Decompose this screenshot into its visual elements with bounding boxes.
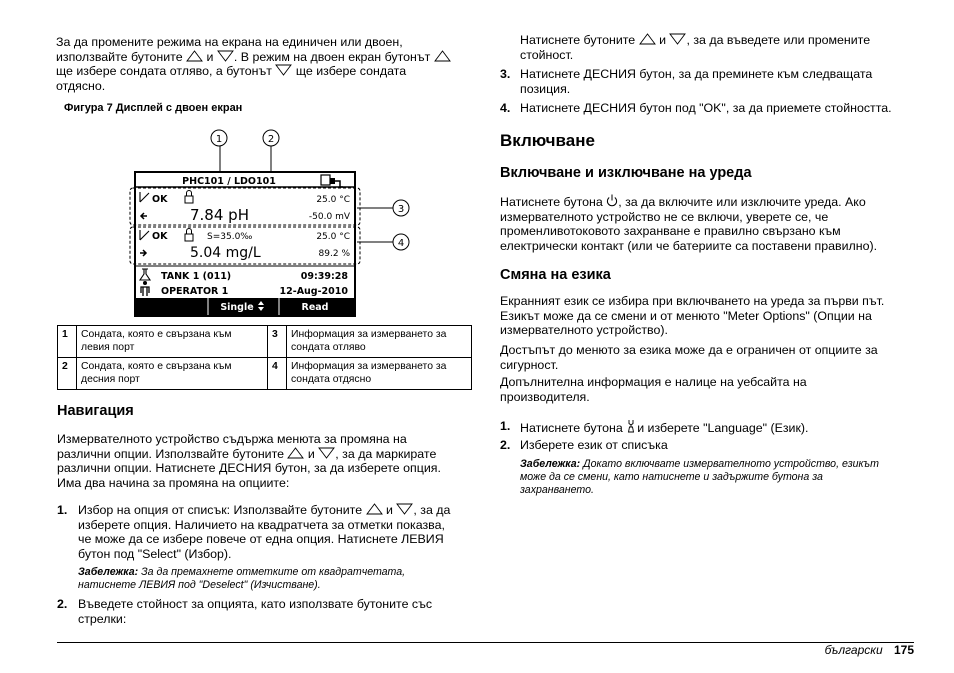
note-language: Забележка: Докато включвате измервателното устройство, езикът може да се смени, като натиснете и задържите бутона за захранването. — [520, 458, 879, 496]
dual-display-figure — [125, 124, 421, 318]
down-arrow-icon — [318, 447, 335, 459]
language-step-1: 1. Натиснете бутона и изберете "Language" (Език). — [500, 419, 809, 435]
legend-text: Сондата, която е свързана към десния порт — [77, 358, 268, 390]
power-on-heading: Включване — [500, 131, 595, 150]
down-arrow-icon — [396, 503, 413, 515]
row2-pct: 89.2 % — [318, 249, 350, 259]
intro-paragraph: За да промените режима на екрана на единичен или двоен, използвайте бутоните и . В режим на двоен екран бутонът ще избере сондата отляво, а бутонът ще избере сондата отдясно. — [56, 35, 476, 93]
date-label: 12-Aug-2010 — [279, 286, 348, 297]
softkey-single: Single — [220, 302, 254, 313]
language-step-2: 2. Изберете език от списъка — [500, 438, 668, 452]
legend-text: Сондата, която е свързана към левия порт — [77, 326, 268, 358]
legend-text: Информация за измерването за сондата отляво — [287, 326, 472, 358]
legend-num: 2 — [58, 358, 77, 390]
navigation-paragraph: Измервателното устройство съдържа менюта за промяна на различни опции. Използвайте бутоните и , за да маркирате различни опции. Натиснете ДЕСНИЯ бутон, за да изберете опция. Има два начина за промяна на опциите: — [57, 432, 441, 490]
row1-status: OK — [152, 194, 168, 205]
row1-temp: 25.0 °C — [316, 195, 350, 205]
tank-label: TANK 1 (011) — [161, 271, 232, 282]
callout-2-label: 2 — [267, 134, 275, 145]
note-deselect: Забележка: За да премахнете отметките от квадратчетата, натиснете ЛЕВИЯ под "Deselect" (Изчистване). — [78, 566, 406, 591]
figure-caption: Фигура 7 Дисплей с двоен екран — [64, 102, 243, 114]
legend-num: 3 — [268, 326, 287, 358]
row2-status: OK — [152, 231, 168, 242]
up-arrow-icon — [366, 503, 383, 515]
language-heading: Смяна на езика — [500, 267, 611, 283]
legend-num: 1 — [58, 326, 77, 358]
up-arrow-icon — [434, 50, 451, 62]
language-paragraph-1: Екранният език се избира при включването на уреда за първи път. Езикът може да се смени и от менюто "Meter Options" (Опции на измервателното устройство). — [500, 294, 885, 338]
row2-salinity: S=35.0‰ — [207, 232, 253, 242]
callout-4-label: 4 — [397, 238, 405, 249]
operator-label: OPERATOR 1 — [161, 286, 229, 297]
step-2-continued: Натиснете бутоните и , за да въведете или промените стойност. — [520, 33, 871, 62]
up-arrow-icon — [287, 447, 304, 459]
language-paragraph-3: Допълнителна информация е налице на уебсайта на производителя. — [500, 375, 807, 404]
callout-3-label: 3 — [397, 204, 405, 215]
wrench-icon — [626, 419, 637, 433]
down-arrow-icon — [217, 50, 234, 62]
time-label: 09:39:28 — [300, 271, 348, 282]
footer-language: български — [824, 643, 883, 657]
up-arrow-icon — [186, 50, 203, 62]
step-4: 4. Натиснете ДЕСНИЯ бутон под "OK", за да приемете стойността. — [500, 101, 892, 115]
power-icon — [606, 194, 618, 207]
language-paragraph-2: Достъпът до менюто за езика може да е ограничен от опциите за сигурност. — [500, 343, 878, 372]
legend-num: 4 — [268, 358, 287, 390]
down-arrow-icon — [669, 33, 686, 45]
row2-value: 5.04 mg/L — [190, 245, 261, 261]
row1-mv: -50.0 mV — [308, 212, 350, 222]
step-2: 2. Въведете стойност за опцията, като използвате бутоните със стрелки: — [57, 597, 433, 626]
on-off-paragraph: Натиснете бутона , за да включите или изключите уреда. Ако измервателното устройство не се включи, уверете се, че променливотоковото захранване е правилно свързано към електрически контакт (или че батериите са поставени правилно). — [500, 195, 878, 253]
figure-legend-table — [57, 325, 472, 390]
down-arrow-icon — [275, 64, 292, 76]
callout-1-label: 1 — [215, 134, 223, 145]
row1-value: 7.84 pH — [190, 206, 249, 224]
footer — [0, 643, 914, 657]
softkey-read: Read — [301, 302, 329, 313]
up-arrow-icon — [639, 33, 656, 45]
step-1: 1. Избор на опция от списък: Използвайте бутоните и , за да изберете опция. Наличието на квадратчета за отметки показва, че може да се избере повече от една опция. Натиснете ЛЕВИЯ бутон под "Select" (Избор). — [57, 503, 451, 561]
row2-temp: 25.0 °C — [316, 232, 350, 242]
legend-text: Информация за измерването за сондата отдясно — [287, 358, 472, 390]
page-number: 175 — [893, 643, 914, 657]
navigation-heading: Навигация — [57, 403, 134, 419]
on-off-heading: Включване и изключване на уреда — [500, 165, 752, 181]
lcd-header: PHC101 / LDO101 — [182, 176, 276, 187]
step-3: 3. Натиснете ДЕСНИЯ бутон, за да преминете към следващата позиция. — [500, 67, 873, 96]
